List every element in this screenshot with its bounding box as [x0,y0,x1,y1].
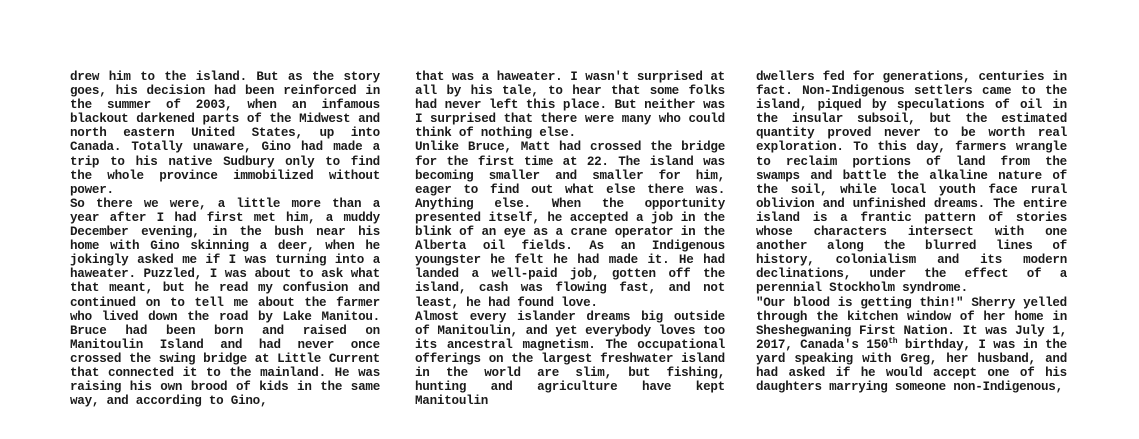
ordinal-superscript: th [888,336,898,346]
paragraph-with-superscript [756,296,1067,395]
paragraph: So there we were, a little more than a year after I had first met him, a muddy December evening, in the bush near his home with Gino skinning a deer, when he jokingly asked me if I was turning into a haweater. Puzzled, I was about to ask what that meant, but he read my confusion and continued on to tell me about the farmer who lived down the road by Lake Manitou. Bruce had been born and raised on Manitoulin Island and had never once crossed the swing bridge at Little Current that connected it to the mainland. He was raising his own brood of kids in the same way, and according to Gino, [70,196,380,409]
text-run: "Our blood is getting thin!" Sherry yelled through the kitchen window of her home in Sheshegwaning First Nation. It was July 1, 2017, Canada's 150 [756,295,1067,352]
paragraph: dwellers fed for generations, centuries in fact. Non-Indigenous settlers came to the island, piqued by speculations of oil in the insular subsoil, but the estimated quantity proved never to be worth real exploration. To this day, farmers wrangle to reclaim portions of land from the swamps and battle the alkaline nature of the soil, while local youth face rural oblivion and unfinished dreams. The entire island is a frantic pattern of stories whose characters intersect with one another along the blurred lines of history, colonialism and its modern declinations, under the effect of a perennial Stockholm syndrome. [756,70,1067,296]
paragraph: Unlike Bruce, Matt had crossed the bridge for the first time at 22. The island was becoming smaller and smaller for him, eager to find out what else there was. Anything else. When the opportunity presented itself, he accepted a job in the blink of an eye as a crane operator in the Alberta oil fields. As an Indigenous youngster he felt he had made it. He had landed a well-paid job, gotten off the island, cash was flowing fast, and not least, he had found love. [415,140,725,310]
text-column-1 [70,70,380,408]
paragraph: that was a haweater. I wasn't surprised at all by his tale, to hear that some folks had never left this place. But neither was I surprised that there were many who could think of nothing else. [415,70,725,141]
paragraph: drew him to the island. But as the story goes, his decision had been reinforced in the summer of 2003, when an infamous blackout darkened parts of the Midwest and north eastern United States, up into Canada. Totally unaware, Gino had made a trip to his native Sudbury only to find the whole province immobilized without power. [70,70,380,197]
text-run: birthday, I was in the yard speaking with Greg, her husband, and had asked if he would accept one of his daughters marrying someone non-Indigenous, [756,337,1067,395]
paragraph: Almost every islander dreams big outside of Manitoulin, and yet everybody loves too its ancestral magnetism. The occupational offerings on the largest freshwater island in the world are slim, but fishing, hunting and agriculture have kept Manitoulin [415,309,725,409]
text-column-3 [756,70,1067,394]
text-column-2 [415,70,725,408]
